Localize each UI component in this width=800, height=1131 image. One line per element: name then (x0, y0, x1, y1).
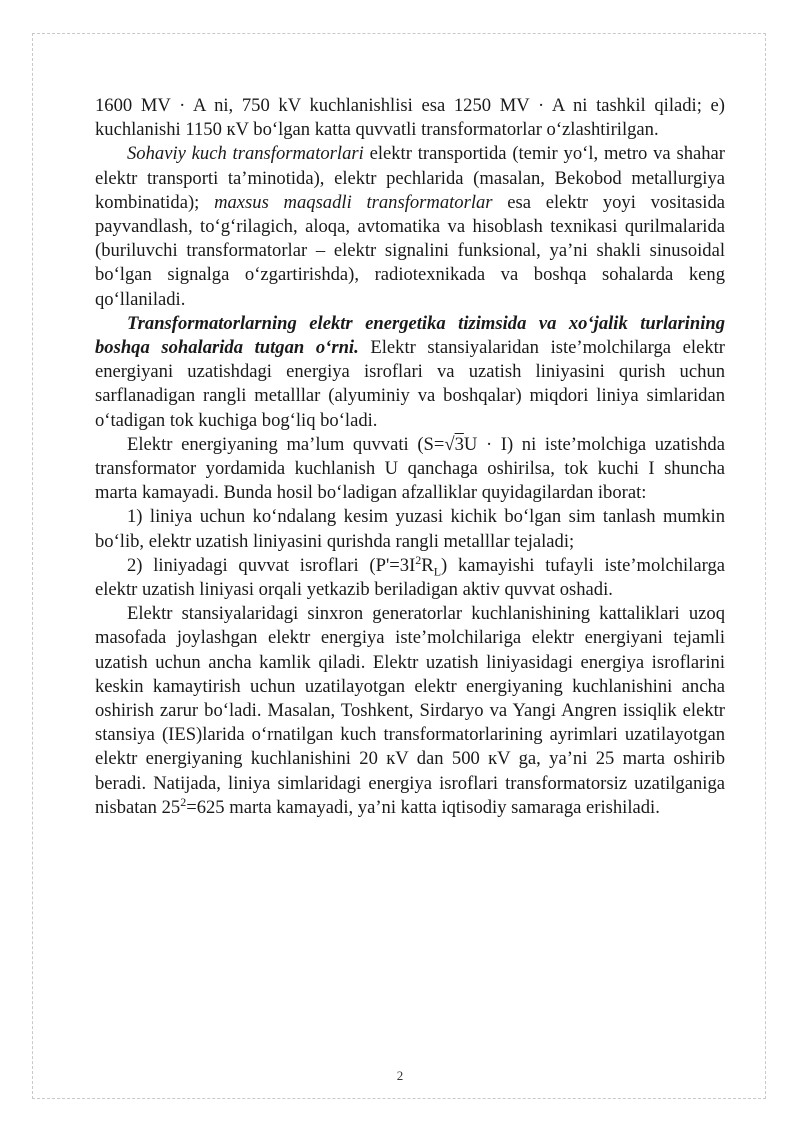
paragraph-generators (95, 602, 725, 820)
paragraph-text: elektr transportida (temir yo‘l, metro va shahar elektr transporti ta’minotida), elektr pechlarida (masalan, Bekobod metallurgiya kombinatida); (95, 143, 725, 213)
paragraph-text: Elektr stansiyalaridagi sinxron generatorlar kuchlanishining kattaliklari uzoq masofada joylashgan elektr energiya iste’molchilariga elektr energiyani tejamli uzatish uchun ancha kamlik qiladi. Elektr uzatish liniyasidagi energiya isroflarini keskin kamaytirish uchun uzatilayotgan elektr energiyaning kuchlanishini ancha oshirish zarur bo‘ladi. Masalan, Toshkent, Sirdaryo va Yangi Angren issiqlik elektr stansiya (IES)larida o‘rnatilgan kuch transformatorlarining ayrimlari uzatilayotgan elektr energiyaning kuchlanishini 20 кV dan 500 кV ga, ya’ni 25 marta oshirib beradi. Natijada, liniya simlaridagi energiya isroflari transformatorsiz uzatilganiga nisbatan 25 (95, 603, 725, 818)
paragraph-text: U · I) ni iste’molchiga uzatishda transformator yordamida kuchlanish U qanchaga oshirilsa, tok kuchi I shuncha marta kamayadi. Bunda hosil bo‘ladigan afzalliklar quyidagilardan iborat: (95, 433, 725, 504)
paragraph-text: Elektr energiyaning ma’lum quvvati (S= (127, 433, 445, 455)
list-item-1: 1) liniya uchun ko‘ndalang kesim yuzasi kichik bo‘lgan sim tanlash mumkin bo‘lib, elektr uzatish liniyasini qurishda rangli metalllar tejaladi; (95, 506, 725, 552)
paragraph-power-formula (95, 433, 725, 506)
subscript: L (433, 564, 442, 579)
paragraph-text: Elektr stansiyalaridan iste’molchilarga elektr energiyani uzatishdagi energiya isroflari va uzatish liniyasini qurish uchun sarflanadigan rangli metalllar (alyuminiy va boshqalar) miqdori liniya simlaridan o‘tadigan tok kuchiga bog‘liq bo‘ladi. (95, 337, 725, 431)
paragraph-role-heading (95, 312, 725, 433)
paragraph-text: =625 marta kamayadi, ya’ni katta iqtisodiy samaraga erishiladi. (186, 796, 660, 818)
superscript: 2 (180, 794, 187, 809)
paragraph-continuation: 1600 MV · A ni, 750 kV kuchlanishlisi esa 1250 MV · A ni tashkil qiladi; e) kuchlanishi 1150 кV bo‘lgan katta quvvatli transformatorlar o‘zlashtirilgan. (95, 95, 725, 141)
paragraph-transformer-types (95, 142, 725, 311)
page-number: 2 (396, 1068, 404, 1083)
section-heading: Transformatorlarning elektr energetika tizimsida va xo‘jalik turlarining boshqa sohalarida tutgan o‘rni. (95, 312, 725, 359)
paragraph-text: esa elektr yoyi vositasida payvandlash, to‘g‘rilagich, aloqa, avtomatika va hisoblash texnikasi qurilmalarida (buriluvchi transformatorlar – elektr signalini funksional, ya’ni shakli sinusoidal bo‘lgan signalga o‘zgartirishda), radiotexnikada va boshqa sohalarda keng qo‘llaniladi. (95, 191, 725, 310)
sqrt-radicand: 3 (454, 433, 464, 455)
list-item-2 (95, 554, 725, 602)
document-body (95, 94, 725, 820)
sqrt-symbol: √ (444, 433, 455, 455)
paragraph-text: R (421, 554, 434, 576)
italic-term-industry-transformers: Sohaviy kuch transformatorlari (127, 143, 364, 165)
paragraph-text: 2) liniyadagi quvvat isroflari (P'=3I (127, 554, 416, 576)
paragraph-text: ) kamayishi tufayli iste’molchilarga elektr uzatish liniyasi orqali yetkazib beriladigan aktiv quvvat oshadi. (95, 554, 725, 601)
superscript: 2 (415, 552, 422, 567)
italic-term-special-transformers: maxsus maqsadli transformatorlar (214, 191, 493, 213)
